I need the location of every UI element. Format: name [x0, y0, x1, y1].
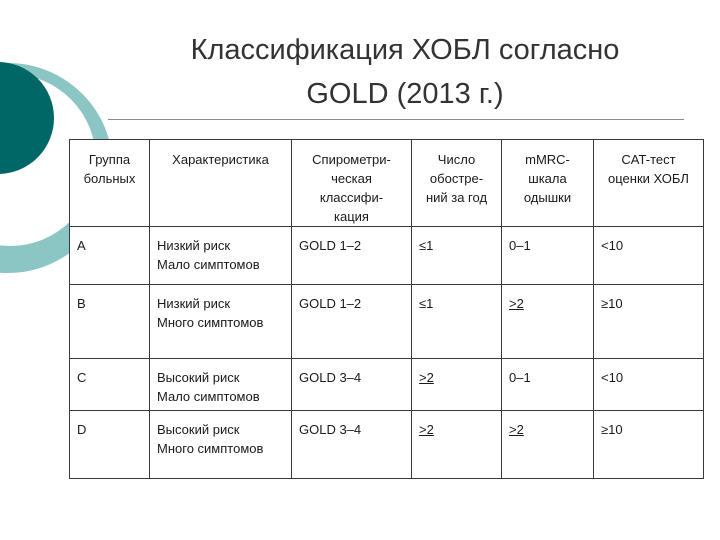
cell-exacerbations: >2	[412, 411, 502, 479]
cell-spirometry: GOLD 1–2	[292, 227, 412, 285]
header-exacerbations: Число обостре- ний за год	[412, 140, 502, 227]
cell-characteristic: Низкий риск Много симптомов	[150, 285, 292, 359]
cell-cat: ≥10	[594, 285, 704, 359]
cell-spirometry: GOLD 3–4	[292, 359, 412, 411]
slide-title: Классификация ХОБЛ согласно GOLD (2013 г.)	[190, 34, 620, 110]
cell-mmrc: >2	[502, 411, 594, 479]
table-row	[70, 227, 704, 285]
cell-cat: <10	[594, 227, 704, 285]
header-spirometry: Спирометри- ческая классифи- кация	[292, 140, 412, 227]
cell-exacerbations: >2	[412, 359, 502, 411]
cell-mmrc: 0–1	[502, 359, 594, 411]
cell-characteristic: Высокий риск Мало симптомов	[150, 359, 292, 411]
table-row	[70, 359, 704, 411]
cell-cat: <10	[594, 359, 704, 411]
cell-group: B	[70, 285, 150, 359]
cell-spirometry: GOLD 3–4	[292, 411, 412, 479]
cell-spirometry: GOLD 1–2	[292, 285, 412, 359]
cell-group: A	[70, 227, 150, 285]
table-row	[70, 411, 704, 479]
cell-exacerbations: ≤1	[412, 285, 502, 359]
table-row	[70, 285, 704, 359]
table-header-row	[70, 140, 704, 227]
header-cat: CAT-тест оценки ХОБЛ	[594, 140, 704, 227]
cell-exacerbations: ≤1	[412, 227, 502, 285]
cell-group: D	[70, 411, 150, 479]
gold-classification-table	[69, 139, 704, 479]
cell-characteristic: Высокий риск Много симптомов	[150, 411, 292, 479]
title-divider	[108, 119, 684, 120]
cell-group: C	[70, 359, 150, 411]
header-group: Группа больных	[70, 140, 150, 227]
cell-mmrc: 0–1	[502, 227, 594, 285]
header-characteristic: Характеристика	[150, 140, 292, 227]
cell-characteristic: Низкий риск Мало симптомов	[150, 227, 292, 285]
header-mmrc: mMRC- шкала одышки	[502, 140, 594, 227]
cell-mmrc: >2	[502, 285, 594, 359]
cell-cat: ≥10	[594, 411, 704, 479]
